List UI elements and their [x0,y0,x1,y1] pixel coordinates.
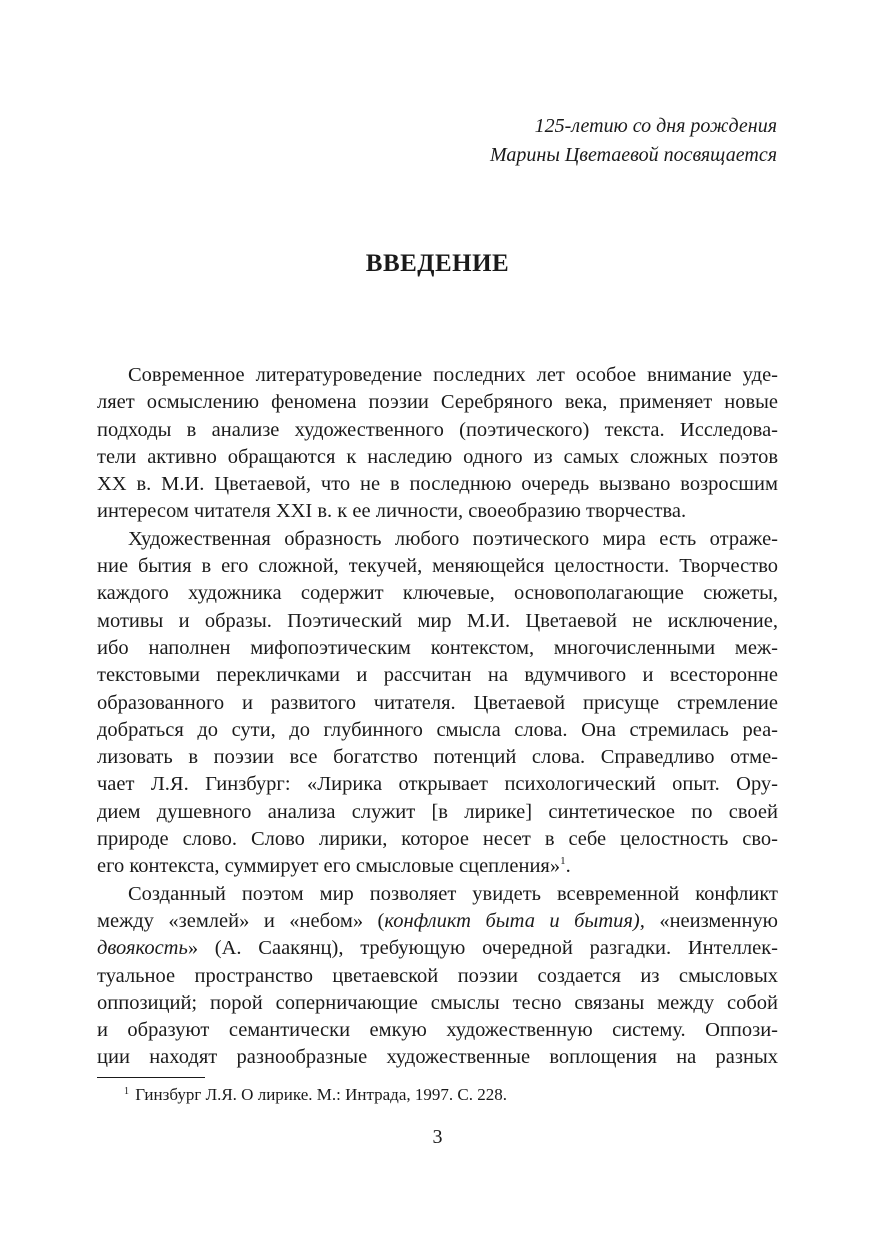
page-number: 3 [432,1126,443,1148]
footnote-text: Гинзбург Л.Я. О лирике. М.: Интрада, 1997. С. 228. [131,1085,507,1104]
footnote-mark: 1 [124,1086,129,1097]
paragraph-1 [97,362,778,526]
epigraph-line-2: Марины Цветаевой посвящается [490,144,777,166]
text-line: мотивы и образы. Поэтический мир М.И. Цветаевой не исключение, [97,609,778,632]
text-line: образованного и развитого читателя. Цветаевой присуще стремление [97,691,778,714]
text-line: XX в. М.И. Цветаевой, что не в последнюю очередь вызвано возросшим [97,473,778,496]
paragraph-3 [97,881,778,1072]
text-line: оппозиций; порой соперничающие смыслы тесно связаны между собой [97,991,778,1014]
text-line [97,853,778,880]
text-line: и образуют семантически емкую художественную систему. Оппози- [97,1019,778,1042]
text-line: природе слово. Слово лирики, которое несет в себе целостность сво- [97,828,778,851]
text-line: лизовать в поэзии все богатство потенций слова. Справедливо отме- [97,746,778,769]
text-line [97,935,778,962]
text-line: ние бытия в его сложной, текучей, меняющейся целостности. Творчество [97,555,778,578]
text-line [97,908,778,935]
footnote-separator [97,1077,205,1078]
text-line: ции находят разнообразные художественные воплощения на разных [97,1046,778,1069]
text-line: дием душевного анализа служит [в лирике] синтетическое по своей [97,800,778,823]
text-line: интересом читателя XXI в. к ее личности, своеобразию творчества. [97,500,687,523]
text-segment: » (А. Саакянц), требующую очередной разгадки. Интеллек- [187,937,778,960]
quote-end-text: его контекста, суммирует его смысловые сцепления» [97,855,561,878]
italic-term: конфликт быта и бытия), [384,909,645,932]
text-line: Созданный поэтом мир позволяет увидеть всевременной конфликт [128,882,778,905]
footnote [124,1084,507,1106]
text-line: добраться до сути, до глубинного смысла слова. Она стремилась реа- [97,718,778,741]
text-line: каждого художника содержит ключевые, основополагающие сюжеты, [97,582,778,605]
text-line: чает Л.Я. Гинзбург: «Лирика открывает психологический опыт. Ору- [97,773,778,796]
text-line: тели активно обращаются к наследию одного из самых сложных поэтов [97,445,778,468]
paragraph-2 [97,526,778,881]
footnote-reference[interactable]: 1 [560,855,566,868]
text-line: ляет осмыслению феномена поэзии Серебряного века, применяет новые [97,391,778,414]
sentence-end: . [565,855,571,878]
text-line: текстовыми перекличками и рассчитан на вдумчивого и всесторонне [97,664,778,687]
text-line: Современное литературоведение последних лет особое внимание уде- [128,364,778,386]
italic-term: двоякость [97,937,188,960]
epigraph-line-1: 125-летию со дня рождения [534,115,777,137]
text-segment: между «землей» и «небом» ( [97,909,385,932]
body-text [97,362,778,1072]
text-line: подходы в анализе художественного (поэтического) текста. Исследова- [97,418,778,441]
text-segment: «неизменную [644,909,779,932]
text-line: ибо наполнен мифопоэтическим контекстом, многочисленными меж- [97,636,778,659]
chapter-title: ВВЕДЕНИЕ [365,250,510,277]
text-line: туальное пространство цветаевской поэзии создается из смысловых [97,964,778,987]
text-line: Художественная образность любого поэтического мира есть отраже- [128,527,778,550]
epigraph [490,112,777,170]
